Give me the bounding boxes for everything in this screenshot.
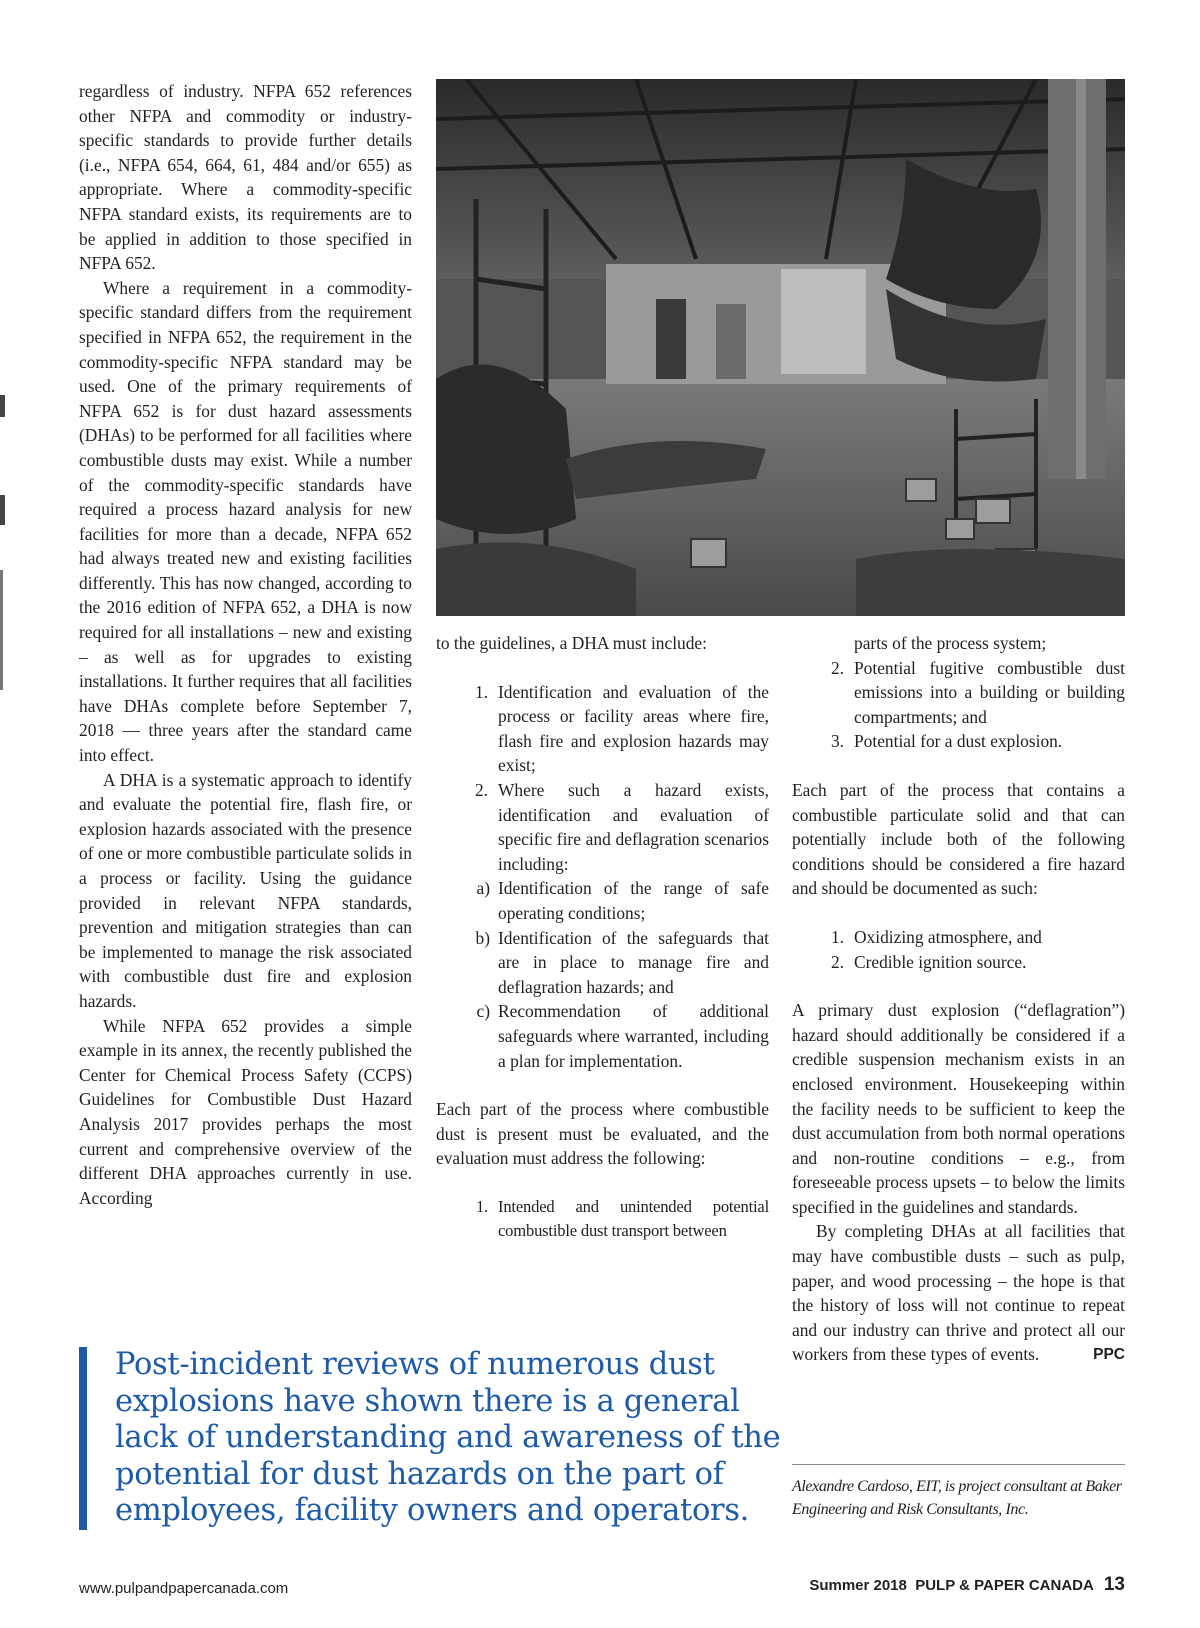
list-item: c) Recommendation of additional safeguards where warranted, including a plan for implementation. bbox=[476, 1001, 769, 1071]
footer-folio bbox=[809, 1574, 1125, 1596]
list-item: parts of the process system; bbox=[854, 633, 1047, 653]
evaluation-list bbox=[436, 1195, 769, 1244]
footer-issue: Summer 2018 bbox=[809, 1577, 907, 1594]
paragraph: regardless of industry. NFPA 652 references other NFPA and commodity or industry-specific standards to provide further details (i.e., NFPA 654, 664, 61, 484 and/or 655) as appropriate. Where a commodity-specific NFPA standard exists, its requirements are to be applied in addition to those specified in NFPA 652. bbox=[79, 81, 412, 274]
paragraph: to the guidelines, a DHA must include: bbox=[436, 633, 707, 653]
page-edge-mark bbox=[0, 395, 5, 417]
article-column-1 bbox=[79, 79, 412, 1210]
list-item: b) Identification of the safeguards that are in place to manage fire and deflagration hazards; and bbox=[475, 927, 769, 997]
evaluation-list-continued bbox=[792, 631, 1125, 754]
footer-website: www.pulpandpapercanada.com bbox=[79, 1580, 289, 1597]
byline-text: Alexandre Cardoso, EIT, is project consultant at Baker Engineering and Risk Consultants, Inc. bbox=[792, 1478, 1122, 1518]
article-column-3 bbox=[792, 631, 1125, 1368]
paragraph: A primary dust explosion (“deflagration”) hazard should additionally be considered if a credible suspension mechanism exists in an enclosed environment. Housekeeping within the facility needs to be sufficient to keep the dust accumulation from both normal operations and non-routine conditions – e.g., from foreseeable process upsets – to below the limits specified in the guidelines and standards. bbox=[792, 1000, 1125, 1217]
pull-quote bbox=[79, 1347, 795, 1530]
paragraph: A DHA is a systematic approach to identify and evaluate the potential fire, flash fire, or explosion hazards associated with the presence of one or more combustible particulate solids in a process or facility. Using the guidance provided in relevant NFPA standards, prevention and mitigation strategies than can be implemented to manage the risk associated with combustible dust fire and explosion hazards. bbox=[79, 769, 412, 1011]
paragraph: While NFPA 652 provides a simple example in its annex, the recently published the Center for Chemical Process Safety (CCPS) Guidelines for Combustible Dust Hazard Analysis 2017 provides perhaps the most current and comprehensive overview of the different DHA approaches currently in use. According bbox=[79, 1015, 412, 1208]
list-item: 1. Identification and evaluation of the process or facility areas where fire, flash fire and explosion hazards may exist; bbox=[474, 681, 769, 776]
dha-requirements-list bbox=[436, 680, 769, 1074]
paragraph: Each part of the process where combustible dust is present must be evaluated, and the evaluation must address the following: bbox=[436, 1099, 769, 1169]
article-column-2 bbox=[436, 631, 769, 1244]
list-item: 3. Potential for a dust explosion. bbox=[830, 731, 1063, 752]
author-byline bbox=[792, 1475, 1125, 1521]
paragraph: Each part of the process that contains a combustible particulate solid and that can potentially include both of the following conditions should be considered a fire hazard and should be documented as such: bbox=[792, 779, 1125, 899]
paragraph: Where a requirement in a commodity-specific standard differs from the requirement specified in NFPA 652, the requirement in the commodity-specific NFPA standard may be used. One of the primary requirements of NFPA 652 is for dust hazard assessments (DHAs) to be performed for all facilities where combustible dusts may exist. While a number of the commodity-specific standards have required a process hazard analysis for new facilities for more than a decade, NFPA 652 had always treated new and existing facilities differently. This has now changed, according to the 2016 edition of NFPA 652, a DHA is now required for all installations – new and existing – as well as for upgrades to existing installations. It further requires that all facilities have DHAs complete before September 7, 2018 — three years after the standard came into effect. bbox=[79, 277, 412, 766]
end-mark: PPC bbox=[1093, 1346, 1125, 1364]
page-edge-mark bbox=[0, 495, 5, 525]
pull-quote-text: Post-incident reviews of numerous dust explosions have shown there is a general lack of understanding and awareness of the potential for dust hazards on the part of employees, facility owners and operators. bbox=[115, 1347, 781, 1528]
page-edge-mark bbox=[0, 570, 3, 690]
list-item: 2. Credible ignition source. bbox=[830, 951, 1027, 972]
list-item: 2. Potential fugitive combustible dust emissions into a building or building compartments; and bbox=[830, 657, 1125, 727]
list-item: 1. Intended and unintended potential combustible dust transport between bbox=[475, 1196, 769, 1241]
paragraph: By completing DHAs at all facilities that may have combustible dusts – such as pulp, paper, and wood processing – the hope is that the history of loss will not continue to repeat and our industry can thrive and protect all our workers from these types of events. PPC bbox=[792, 1219, 1125, 1367]
list-item: a) Identification of the range of safe operating conditions; bbox=[476, 878, 769, 923]
footer-magazine: PULP & PAPER CANADA bbox=[915, 1577, 1094, 1594]
facility-damage-photo bbox=[436, 79, 1125, 616]
fire-hazard-conditions-list bbox=[792, 925, 1125, 974]
page-number: 13 bbox=[1103, 1574, 1125, 1595]
list-item: 2. Where such a hazard exists, identification and evaluation of specific fire and deflagration scenarios including: bbox=[474, 779, 769, 874]
byline-divider bbox=[792, 1464, 1125, 1465]
list-item: 1. Oxidizing atmosphere, and bbox=[830, 926, 1042, 947]
